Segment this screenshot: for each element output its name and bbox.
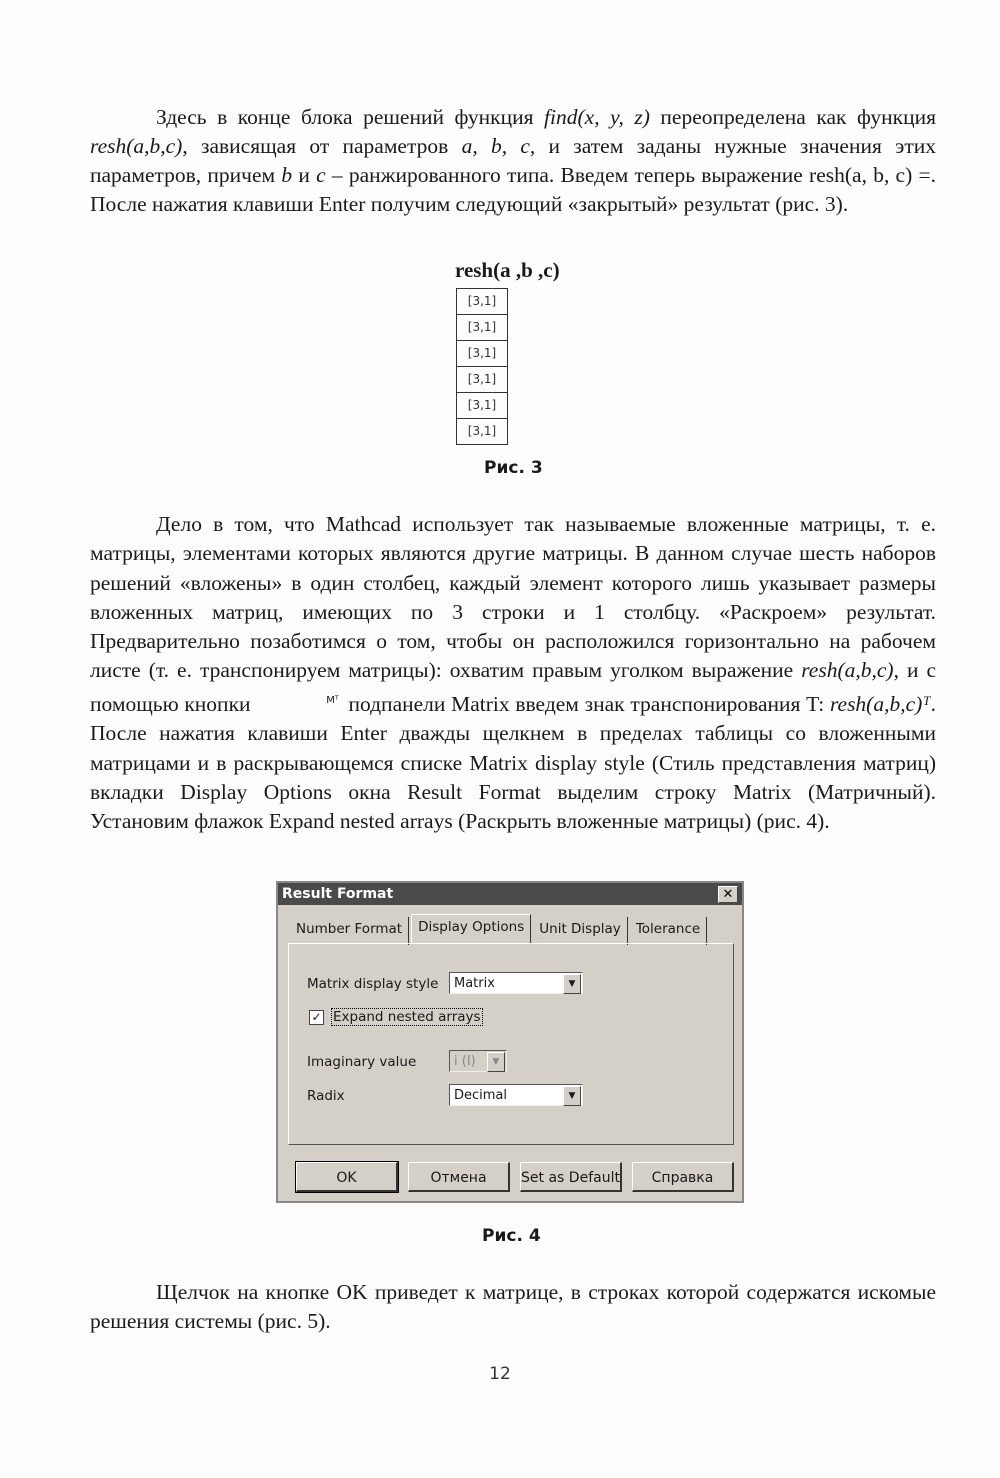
tab-display-options[interactable]: Display Options <box>411 914 531 943</box>
text: , и с помощью кнопки <box>90 658 936 716</box>
text: подпанели Matrix введем знак транспонирования T: <box>342 691 830 716</box>
math-c: c <box>316 163 326 187</box>
math-resh-transposed: resh(a,b,c)ᵀ <box>829 691 931 716</box>
tab-panel <box>288 943 734 1145</box>
tab-tolerance[interactable]: Tolerance <box>630 917 707 945</box>
text: Дело в том, что Mathcad использует так называемые вложенные матрицы, т. е. матрицы, элементами которых являются другие матрицы. В данном случае шесть наборов решений «вложены» в один столбец, каждый элемент которого лишь указывает размеры вложенных матриц, имеющих по 3 строки и 1 столбцу. «Раскроем» результат. Предварительно позаботимся о том, чтобы он расположился горизонтально на рабочем листе (т. е. транспонируем матрицы): охватим правым уголком выражение <box>90 512 936 683</box>
close-button[interactable]: ✕ <box>718 886 738 903</box>
matrix-style-label: Matrix display style <box>307 976 439 992</box>
fig3-expression: resh(a ,b ,c) <box>455 258 560 282</box>
math-resh: resh(a,b,c) <box>90 134 183 158</box>
nested-cell: [3,1] <box>457 289 507 315</box>
paragraph-2 <box>90 510 936 836</box>
text: и <box>292 163 317 187</box>
help-button[interactable]: Справка <box>632 1162 734 1192</box>
fig3-caption: Рис. 3 <box>484 458 543 478</box>
math-params: a, b, c, <box>461 134 536 158</box>
nested-matrix-column <box>456 288 508 445</box>
expand-label[interactable]: Expand nested arrays <box>333 1009 481 1025</box>
page-number: 12 <box>489 1364 511 1384</box>
imaginary-value: i (I) <box>454 1054 476 1069</box>
tab-strip <box>290 917 709 945</box>
transpose-icon: Mᵀ <box>326 694 339 706</box>
cancel-button[interactable]: Отмена <box>408 1162 510 1192</box>
imaginary-label: Imaginary value <box>307 1054 417 1070</box>
fig4-caption: Рис. 4 <box>482 1226 541 1246</box>
radix-select[interactable] <box>449 1084 583 1106</box>
nested-cell: [3,1] <box>457 315 507 341</box>
text: – ранжированного типа. Введем теперь выражение resh(a, b, c) =. После нажатия клавиши Enter получим следующий «закрытый» результат (рис. 3). <box>90 163 936 216</box>
expand-checkbox[interactable]: ✓ <box>309 1010 324 1025</box>
tab-unit-display[interactable]: Unit Display <box>533 917 628 945</box>
matrix-style-value: Matrix <box>454 976 495 991</box>
paragraph-3: Щелчок на кнопке OK приведет к матрице, в строках которой содержатся искомые решения системы (рис. 5). <box>90 1280 936 1333</box>
chevron-down-icon[interactable]: ▼ <box>487 1052 505 1072</box>
math-b: b <box>281 163 293 187</box>
text: и затем заданы нужные значения этих параметров, причем <box>90 134 936 187</box>
nested-cell: [3,1] <box>457 393 507 419</box>
matrix-style-select[interactable] <box>449 972 583 994</box>
dialog-titlebar <box>278 883 742 905</box>
text: переопределена как функция <box>649 105 936 129</box>
set-default-button[interactable]: Set as Default <box>520 1162 622 1192</box>
radix-value: Decimal <box>454 1088 508 1103</box>
math-resh: resh(a,b,c) <box>801 658 894 683</box>
nested-cell: [3,1] <box>467 424 497 438</box>
tab-number-format[interactable]: Number Format <box>290 917 409 945</box>
radix-label: Radix <box>307 1088 345 1104</box>
chevron-down-icon[interactable]: ▼ <box>563 974 581 994</box>
nested-cell: [3,1] <box>457 341 507 367</box>
text: Здесь в конце блока решений функция <box>156 105 545 129</box>
math-find: find(x, y, z) <box>544 105 650 129</box>
dialog-title: Result Format <box>282 886 394 902</box>
ok-button[interactable]: OK <box>296 1162 398 1192</box>
text: . После нажатия клавиши Enter дважды щелкнем в пределах таблицы со вложенными матрицами и в раскрывающемся списке Matrix display style (Стиль представления матриц) вкладки Display Options окна Result Format выделим строку Matrix (Матричный). Установим флажок Expand nested arrays (Раскрыть вложенные матрицы) (рис. 4). <box>90 691 936 834</box>
text: , зависящая от параметров <box>182 134 462 158</box>
chevron-down-icon[interactable]: ▼ <box>563 1086 581 1106</box>
imaginary-select[interactable] <box>449 1050 507 1072</box>
paragraph-1 <box>90 103 936 219</box>
nested-cell: [3,1] <box>457 367 507 393</box>
result-format-dialog <box>276 881 744 1203</box>
